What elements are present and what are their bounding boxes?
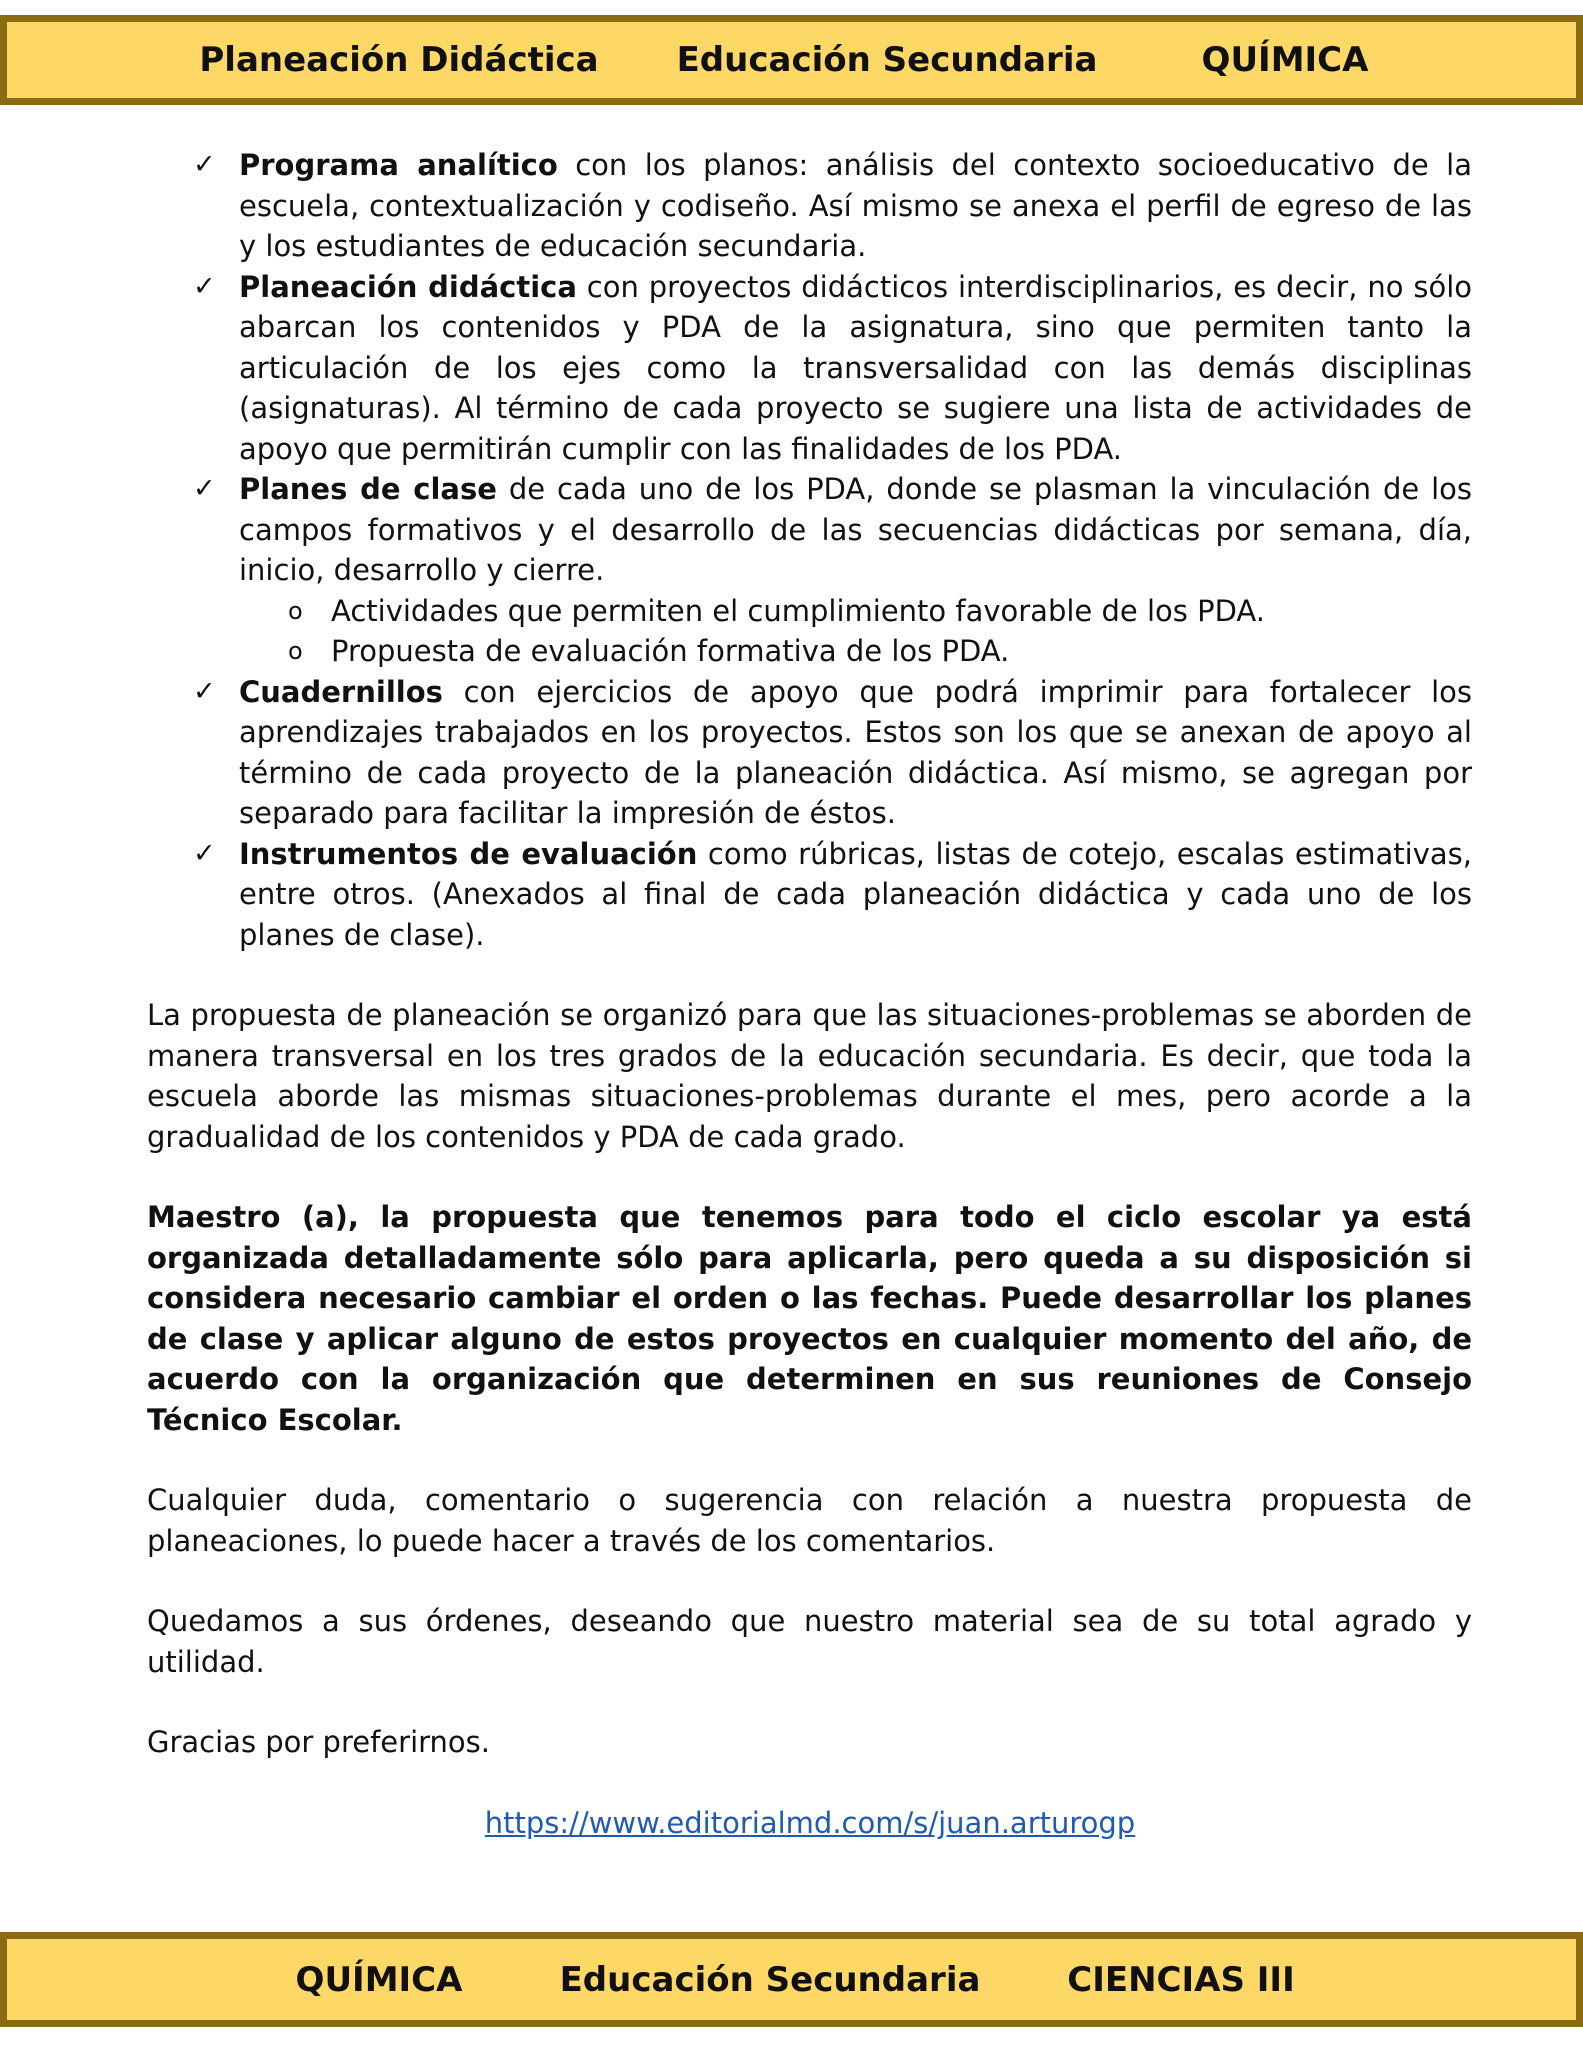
- website-link[interactable]: https://www.editorialmd.com/s/juan.arturogp: [484, 1805, 1136, 1840]
- footer-right-title: CIENCIAS III: [1067, 1959, 1295, 2000]
- list-item-text: con proyectos didácticos interdisciplinarios, es decir, no sólo abarcan los contenidos y PDA de la asignatura, sino que permiten tanto la articulación de los ejes como la transversalidad con las demás disciplinas (asignaturas). Al término de cada proyecto se sugiere una lista de actividades de apoyo que permitirán cumplir con las finalidades de los PDA.: [239, 269, 1472, 466]
- header-right-title: QUÍMICA: [1201, 40, 1369, 80]
- list-item-text: con ejercicios de apoyo que podrá imprimir para fortalecer los aprendizajes trabajados en los proyectos. Estos son los que se anexan de apoyo al término de cada proyecto de la planeación didáctica. Así mismo, se agregan por separado para facilitar la impresión de éstos.: [239, 674, 1472, 830]
- header-center-title: Educación Secundaria: [676, 40, 1098, 80]
- paragraph-contact: Cualquier duda, comentario o sugerencia con relación a nuestra propuesta de planeaciones, lo puede hacer a través de los comentarios.: [147, 1483, 1472, 1558]
- list-item-title: Planes de clase: [239, 472, 497, 506]
- paragraph-closing: Quedamos a sus órdenes, deseando que nuestro material sea de su total agrado y utilidad.: [147, 1604, 1472, 1679]
- features-list: [147, 145, 1472, 955]
- paragraph-thanks: Gracias por preferirnos.: [147, 1725, 490, 1759]
- list-item: [239, 672, 1472, 834]
- list-item-title: Programa analítico: [239, 148, 558, 182]
- list-item-text: con los planos: análisis del contexto socioeducativo de la escuela, contextualización y codiseño. Así mismo se anexa el perfil de egreso de las y los estudiantes de educación secundaria.: [239, 148, 1472, 263]
- list-item: [239, 834, 1472, 956]
- header-left-title: Planeación Didáctica: [199, 40, 599, 80]
- paragraph-teacher-note: Maestro (a), la propuesta que tenemos para todo el ciclo escolar ya está organizada detalladamente sólo para aplicarla, pero queda a su disposición si considera necesario cambiar el orden o las fechas. Puede desarrollar los planes de clase y aplicar alguno de estos proyectos en cualquier momento del año, de acuerdo con la organización que determinen en sus reuniones de Consejo Técnico Escolar.: [147, 1200, 1472, 1437]
- paragraph-organization: La propuesta de planeación se organizó para que las situaciones-problemas se aborden de manera transversal en los tres grados de la educación secundaria. Es decir, que toda la escuela aborde las mismas situaciones-problemas durante el mes, pero acorde a la gradualidad de los contenidos y PDA de cada grado.: [147, 998, 1472, 1154]
- list-item: [239, 267, 1472, 470]
- sub-list: [239, 591, 1472, 672]
- list-item: [239, 145, 1472, 267]
- header-band: [0, 15, 1583, 105]
- page-body: [147, 145, 1472, 1843]
- list-item-text: de cada uno de los PDA, donde se plasman la vinculación de los campos formativos y el desarrollo de las secuencias didácticas por semana, día, inicio, desarrollo y cierre.: [239, 472, 1472, 587]
- sub-list-item: o Actividades que permiten el cumplimiento favorable de los PDA.: [331, 591, 1472, 632]
- sub-list-item: o Propuesta de evaluación formativa de los PDA.: [331, 631, 1472, 672]
- list-item-text: como rúbricas, listas de cotejo, escalas estimativas, entre otros. (Anexados al final de cada planeación didáctica y cada uno de los planes de clase).: [239, 836, 1472, 952]
- footer-center-title: Educación Secundaria: [559, 1959, 981, 2000]
- footer-left-title: QUÍMICA: [295, 1959, 463, 2000]
- link-container: [147, 1803, 1472, 1844]
- list-item-title: Instrumentos de evaluación: [239, 836, 698, 871]
- list-item-title: Cuadernillos: [239, 674, 443, 709]
- list-item: [239, 469, 1472, 672]
- list-item-title: Planeación didáctica: [239, 269, 577, 304]
- footer-band: [0, 1932, 1583, 2027]
